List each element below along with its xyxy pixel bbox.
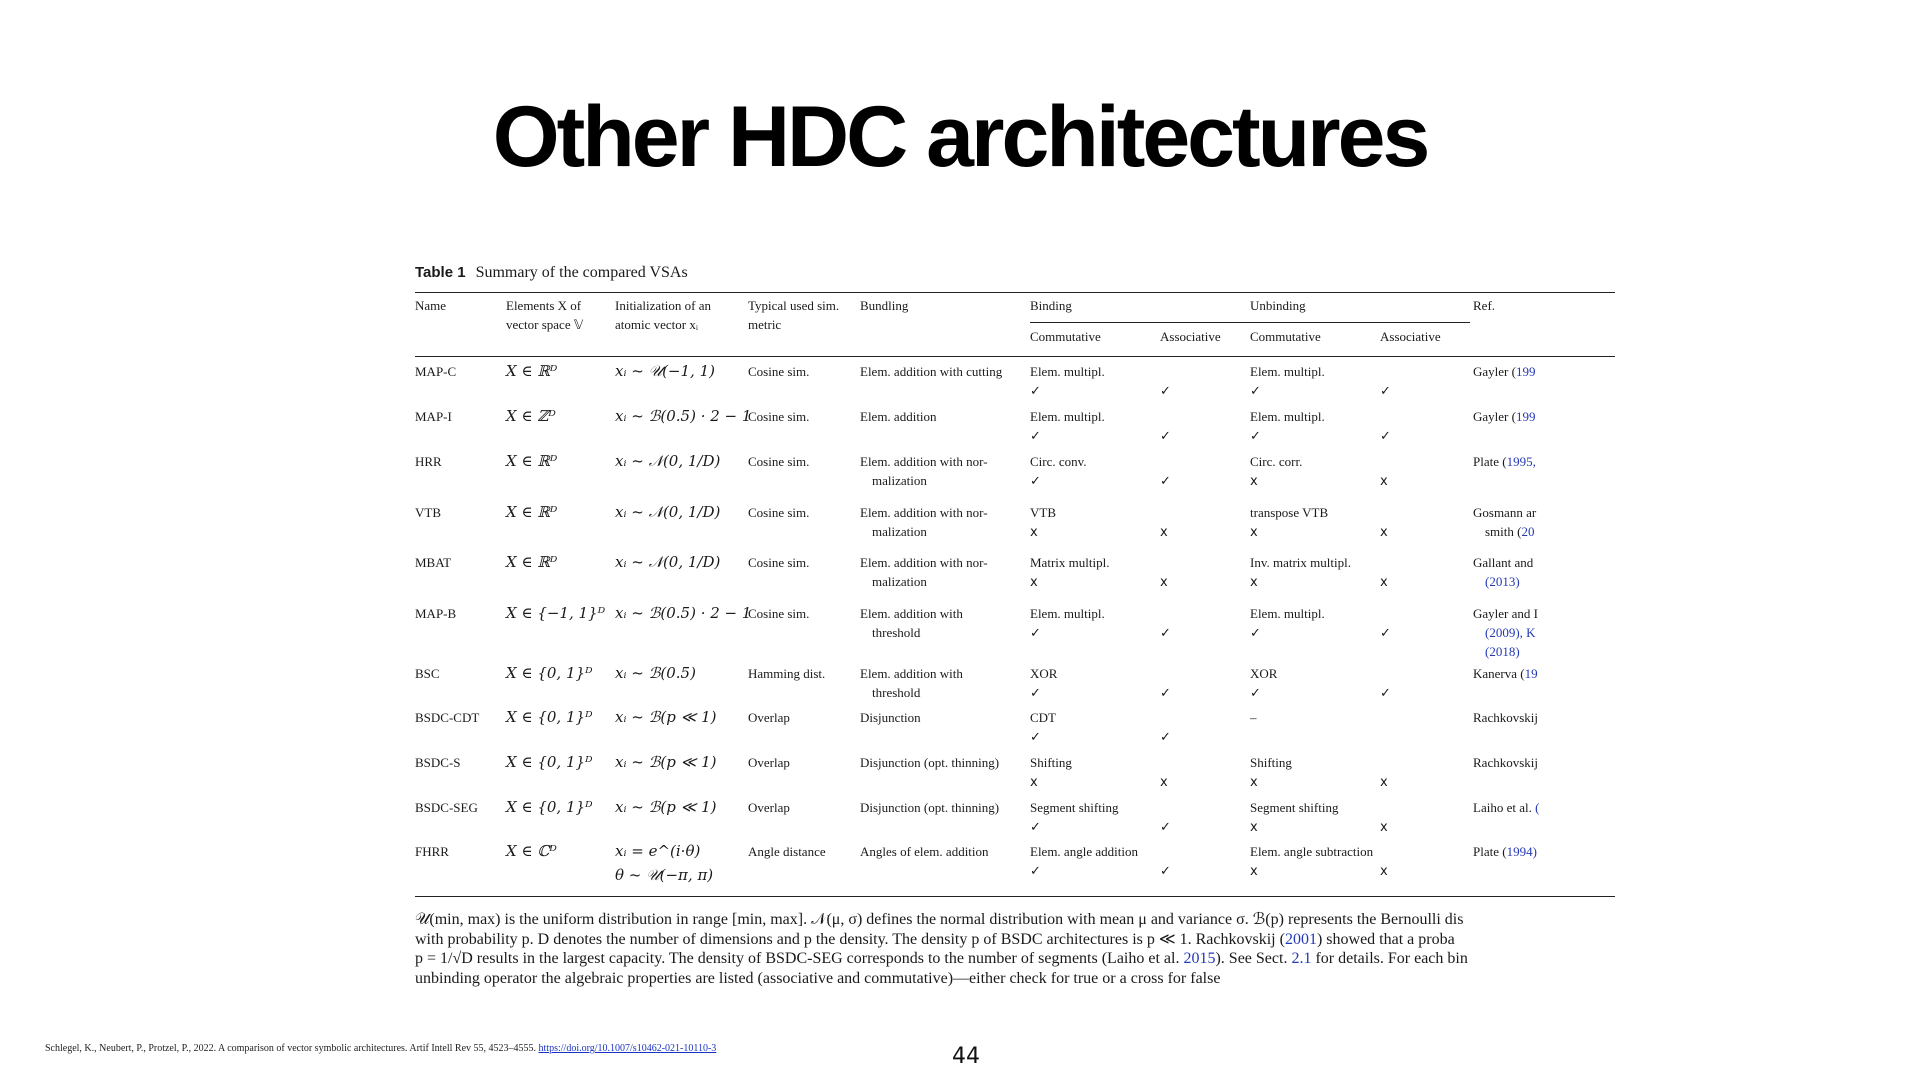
row-unbinding: – (1250, 710, 1257, 725)
row-ref: Gallant and (1473, 555, 1534, 570)
row-ref-link[interactable]: 199 (1515, 364, 1536, 379)
row-init: xᵢ ~ 𝒩(0, 1/D) (615, 553, 721, 571)
row-binding-commutative-mark: ✓ (1030, 686, 1041, 701)
row-elements: X ∈ ℝᴰ (506, 503, 558, 521)
header-elements-1: Elements X of (506, 298, 582, 313)
row-elements: X ∈ {0, 1}ᴰ (506, 708, 593, 726)
table-caption-text: Summary of the compared VSAs (475, 264, 688, 281)
header-binding: Binding (1030, 298, 1072, 313)
row-binding-associative-mark: ✓ (1160, 730, 1171, 745)
row-bundling: Elem. addition with nor- (860, 555, 988, 570)
citation (45, 1043, 716, 1054)
row-sim: Cosine sim. (748, 454, 810, 469)
header-bundling: Bundling (860, 298, 909, 313)
row-binding-associative-mark: x (1160, 775, 1168, 790)
row-name: FHRR (415, 844, 449, 859)
row-bundling: Disjunction (opt. thinning) (860, 755, 1000, 770)
row-unbinding-commutative-mark: ✓ (1250, 384, 1261, 399)
unbinding-subrule (1250, 322, 1470, 323)
row-binding-commutative-mark: ✓ (1030, 730, 1041, 745)
row-init: xᵢ = e^(i·θ) (615, 842, 701, 860)
row-name: BSDC-CDT (415, 710, 480, 725)
row-unbinding: XOR (1250, 666, 1278, 681)
row-unbinding-commutative-mark: x (1250, 575, 1258, 590)
row-init-2: θ ~ 𝒰(−π, π) (615, 866, 714, 884)
binding-subrule (1030, 322, 1250, 323)
row-init: xᵢ ~ ℬ(0.5) · 2 − 1 (615, 604, 752, 622)
row-binding-commutative-mark: ✓ (1030, 820, 1041, 835)
row-unbinding: Elem. multipl. (1250, 409, 1325, 424)
row-bundling: Angles of elem. addition (860, 844, 989, 859)
row-unbinding-commutative-mark: x (1250, 525, 1258, 540)
header-sim-2: metric (748, 317, 782, 332)
row-binding-associative-mark: x (1160, 525, 1168, 540)
header-binding-associative: Associative (1160, 329, 1221, 344)
header-unbinding: Unbinding (1250, 298, 1306, 313)
row-bundling-2: malization (872, 473, 927, 488)
row-elements: X ∈ {−1, 1}ᴰ (506, 604, 606, 622)
row-init: xᵢ ~ ℬ(0.5) · 2 − 1 (615, 407, 752, 425)
row-ref-link[interactable]: 199 (1515, 409, 1536, 424)
row-bundling: Disjunction (opt. thinning) (860, 800, 1000, 815)
row-sim: Cosine sim. (748, 505, 810, 520)
row-ref-2: smith (20 (1485, 524, 1535, 539)
row-binding-associative-mark: ✓ (1160, 864, 1171, 879)
row-ref: Kanerva (19 (1473, 666, 1538, 681)
row-bundling-2: malization (872, 524, 927, 539)
row-elements: X ∈ ℝᴰ (506, 452, 558, 470)
footnote-line-1: 𝒰(min, max) is the uniform distribution in range [min, max]. 𝒩(μ, σ) defines the normal distribution with mean μ and variance σ. ℬ(p) represents the Bernoulli dis (415, 911, 1464, 928)
row-binding: Elem. multipl. (1030, 409, 1105, 424)
header-init-2: atomic vector xᵢ (615, 317, 698, 332)
row-binding-associative-mark: ✓ (1160, 384, 1171, 399)
header-elements-2: vector space 𝕍 (506, 317, 584, 332)
row-unbinding-associative-mark: ✓ (1380, 384, 1391, 399)
row-bundling: Disjunction (860, 710, 921, 725)
table-header-rule (415, 356, 1615, 357)
header-ref: Ref. (1473, 298, 1496, 313)
row-binding: CDT (1030, 710, 1056, 725)
table-caption (415, 264, 688, 282)
footnote-line-4: unbinding operator the algebraic properties are listed (associative and commutative)—either check for true or a cross for false (415, 969, 1221, 987)
row-sim: Overlap (748, 800, 790, 815)
row-sim: Overlap (748, 755, 790, 770)
row-binding-commutative-mark: ✓ (1030, 474, 1041, 489)
row-sim: Cosine sim. (748, 606, 810, 621)
row-binding-associative-mark: ✓ (1160, 686, 1171, 701)
row-unbinding-commutative-mark: ✓ (1250, 626, 1261, 641)
row-bundling: Elem. addition with (860, 666, 963, 681)
row-binding-commutative-mark: ✓ (1030, 429, 1041, 444)
header-binding-commutative: Commutative (1030, 329, 1101, 344)
header-sim-1: Typical used sim. (748, 298, 840, 313)
table-caption-label: Table 1 (415, 264, 466, 281)
footnote-link-2001[interactable]: 2001 (1284, 930, 1317, 948)
header-unbinding-associative: Associative (1380, 329, 1441, 344)
row-ref: Gayler and I (1473, 606, 1538, 621)
row-name: MAP-B (415, 606, 457, 621)
row-binding-commutative-mark: x (1030, 525, 1038, 540)
row-sim: Hamming dist. (748, 666, 826, 681)
row-unbinding: transpose VTB (1250, 505, 1329, 520)
row-elements: X ∈ ℝᴰ (506, 362, 558, 380)
row-binding-commutative-mark: ✓ (1030, 864, 1041, 879)
row-ref: Gayler (199 (1473, 364, 1536, 379)
row-init: xᵢ ~ ℬ(p ≪ 1) (615, 753, 717, 771)
row-bundling-2: threshold (872, 685, 921, 700)
row-sim: Angle distance (748, 844, 826, 859)
row-elements: X ∈ ℂᴰ (506, 842, 557, 860)
row-unbinding-associative-mark: x (1380, 775, 1388, 790)
row-bundling: Elem. addition with nor- (860, 505, 988, 520)
row-ref-link[interactable]: 1995, (1506, 454, 1536, 469)
row-unbinding-associative-mark: x (1380, 575, 1388, 590)
row-binding: XOR (1030, 666, 1058, 681)
row-binding-associative-mark: ✓ (1160, 429, 1171, 444)
row-elements: X ∈ {0, 1}ᴰ (506, 753, 593, 771)
row-binding-commutative-mark: x (1030, 775, 1038, 790)
row-ref-link-2[interactable]: (2009), K (1485, 625, 1536, 640)
header-init-1: Initialization of an (615, 298, 712, 313)
row-name: VTB (415, 505, 441, 520)
page-number: 44 (952, 1044, 980, 1069)
row-name: HRR (415, 454, 442, 469)
row-init: xᵢ ~ ℬ(0.5) (615, 664, 696, 682)
row-ref-2 (1485, 572, 1520, 591)
row-bundling: Elem. addition with cutting (860, 364, 1003, 379)
row-binding-commutative-mark: ✓ (1030, 384, 1041, 399)
row-unbinding-associative-mark: x (1380, 474, 1388, 489)
row-sim: Cosine sim. (748, 555, 810, 570)
table-footnote (415, 910, 1615, 988)
row-bundling-2: malization (872, 574, 927, 589)
row-bundling: Elem. addition with (860, 606, 963, 621)
row-ref: Gosmann ar (1473, 505, 1537, 520)
row-unbinding: Elem. multipl. (1250, 606, 1325, 621)
row-elements: X ∈ ℝᴰ (506, 553, 558, 571)
row-ref: Rachkovskij (1473, 755, 1538, 770)
row-ref-2 (1485, 623, 1536, 642)
row-name: MAP-I (415, 409, 452, 424)
header-name: Name (415, 298, 447, 313)
row-unbinding-commutative-mark: ✓ (1250, 429, 1261, 444)
row-elements: X ∈ ℤᴰ (506, 407, 556, 425)
row-binding: Elem. angle addition (1030, 844, 1138, 859)
row-ref-link[interactable]: ( (1535, 800, 1540, 815)
row-ref: Gayler (199 (1473, 409, 1536, 424)
footnote-link-2015[interactable]: 2015 (1183, 950, 1216, 967)
row-unbinding-associative-mark: ✓ (1380, 686, 1391, 701)
row-unbinding-associative-mark: x (1380, 864, 1388, 879)
row-binding-associative-mark: x (1160, 575, 1168, 590)
row-unbinding: Circ. corr. (1250, 454, 1303, 469)
row-binding: Circ. conv. (1030, 454, 1087, 469)
footnote-link-sect-2-1[interactable]: 2.1 (1291, 950, 1312, 967)
table-bottom-rule (415, 896, 1615, 897)
citation-doi-link[interactable]: https://doi.org/10.1007/s10462-021-10110-3 (538, 1043, 717, 1054)
row-unbinding-commutative-mark: x (1250, 820, 1258, 835)
vsa-summary-table (415, 258, 1540, 1018)
row-ref: Plate (1995, (1473, 454, 1536, 469)
table-top-rule (415, 292, 1615, 293)
row-init: xᵢ ~ ℬ(p ≪ 1) (615, 708, 717, 726)
row-sim: Cosine sim. (748, 364, 810, 379)
footnote-line-3: p = 1/√D results in the largest capacity. The density of BSDC-SEG corresponds to the number of segments (Laiho et al. 2015). See Sect. 2.1 for details. For each bin (415, 950, 1468, 967)
row-unbinding-associative-mark: x (1380, 820, 1388, 835)
row-binding: Matrix multipl. (1030, 555, 1110, 570)
row-unbinding: Elem. multipl. (1250, 364, 1325, 379)
row-init: xᵢ ~ 𝒩(0, 1/D) (615, 503, 721, 521)
row-binding: Shifting (1030, 755, 1072, 770)
row-unbinding: Shifting (1250, 755, 1292, 770)
row-binding: Elem. multipl. (1030, 364, 1105, 379)
row-sim: Cosine sim. (748, 409, 810, 424)
row-unbinding-associative-mark: ✓ (1380, 429, 1391, 444)
footnote-line-2: with probability p. D denotes the number of dimensions and p the density. The density p of BSDC architectures is p ≪ 1. Rachkovskij (2001) showed that a proba (415, 930, 1455, 948)
row-bundling-2: threshold (872, 625, 921, 640)
row-binding-associative-mark: ✓ (1160, 474, 1171, 489)
row-binding-commutative-mark: ✓ (1030, 626, 1041, 641)
row-binding-associative-mark: ✓ (1160, 626, 1171, 641)
row-ref: Laiho et al. ( (1473, 800, 1540, 815)
row-name: BSC (415, 666, 440, 681)
row-unbinding-commutative-mark: ✓ (1250, 686, 1261, 701)
row-unbinding: Segment shifting (1250, 800, 1339, 815)
row-unbinding-commutative-mark: x (1250, 474, 1258, 489)
row-ref: Plate (1994) (1473, 844, 1537, 859)
row-name: MBAT (415, 555, 452, 570)
row-sim: Overlap (748, 710, 790, 725)
row-ref-link-3[interactable]: (2018) (1485, 644, 1520, 659)
row-init: xᵢ ~ ℬ(p ≪ 1) (615, 798, 717, 816)
row-unbinding-associative-mark: ✓ (1380, 626, 1391, 641)
row-unbinding-associative-mark: x (1380, 525, 1388, 540)
row-ref-link[interactable]: 19 (1524, 666, 1538, 681)
row-unbinding-commutative-mark: x (1250, 775, 1258, 790)
row-ref: Rachkovskij (1473, 710, 1538, 725)
row-ref-link[interactable]: 1994) (1506, 844, 1537, 859)
row-binding-commutative-mark: x (1030, 575, 1038, 590)
row-init: xᵢ ~ 𝒰(−1, 1) (615, 362, 715, 380)
row-binding: Elem. multipl. (1030, 606, 1105, 621)
slide-title: Other HDC architectures (492, 89, 1428, 185)
row-ref-link-2[interactable]: (2013) (1485, 574, 1520, 589)
row-bundling: Elem. addition with nor- (860, 454, 988, 469)
citation-text: Schlegel, K., Neubert, P., Protzel, P., 2022. A comparison of vector symbolic architectures. Artif Intell Rev 55, 4523–4555. (45, 1043, 537, 1054)
row-binding: VTB (1030, 505, 1056, 520)
row-name: MAP-C (415, 364, 457, 379)
row-elements: X ∈ {0, 1}ᴰ (506, 798, 593, 816)
row-name: BSDC-SEG (415, 800, 478, 815)
header-unbinding-commutative: Commutative (1250, 329, 1321, 344)
row-binding-associative-mark: ✓ (1160, 820, 1171, 835)
row-elements: X ∈ {0, 1}ᴰ (506, 664, 593, 682)
row-init: xᵢ ~ 𝒩(0, 1/D) (615, 452, 721, 470)
row-bundling: Elem. addition (860, 409, 937, 424)
row-unbinding: Elem. angle subtraction (1250, 844, 1374, 859)
row-unbinding-commutative-mark: x (1250, 864, 1258, 879)
row-binding: Segment shifting (1030, 800, 1119, 815)
row-ref-link-2[interactable]: 20 (1521, 524, 1535, 539)
row-name: BSDC-S (415, 755, 461, 770)
row-unbinding: Inv. matrix multipl. (1250, 555, 1351, 570)
